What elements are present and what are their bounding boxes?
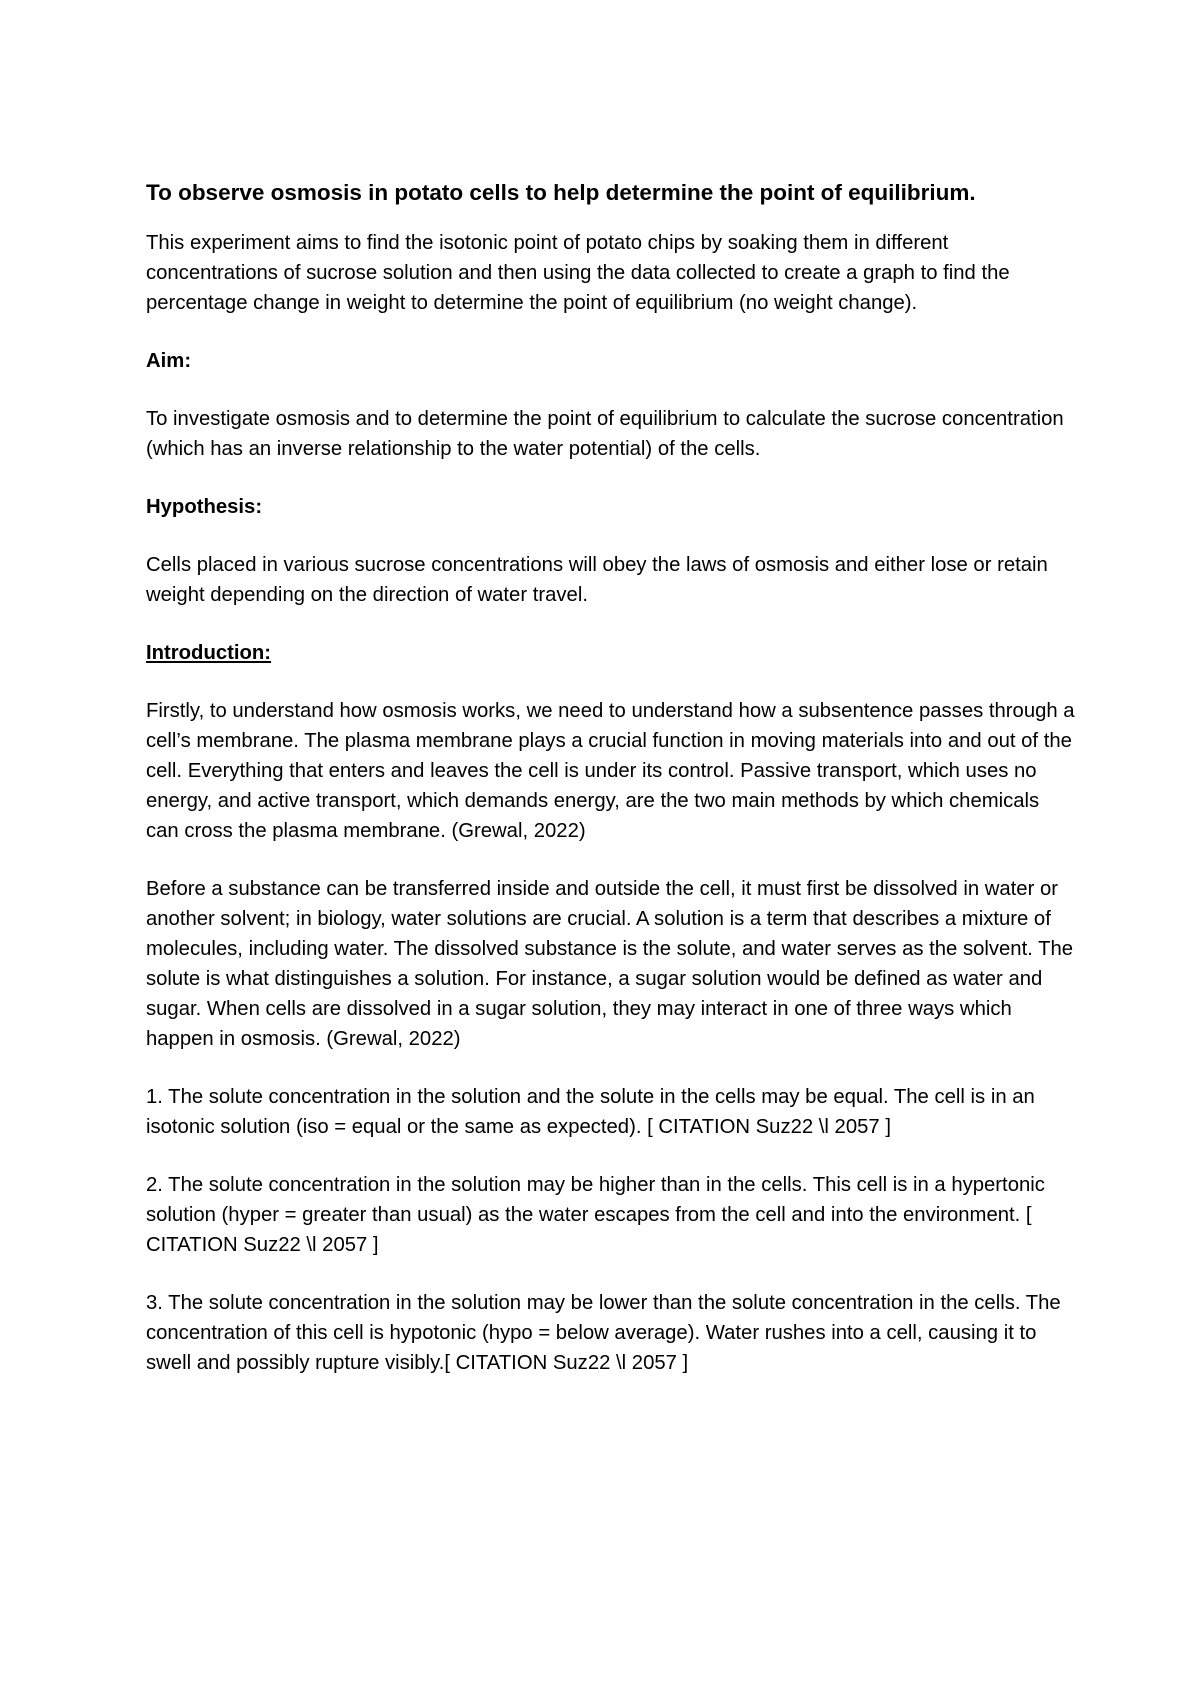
aim-heading: Aim:: [146, 350, 192, 372]
hypothesis-heading: Hypothesis:: [146, 496, 263, 518]
document-body: [146, 178, 1076, 1378]
list-item-isotonic: 1. The solute concentration in the solution and the solute in the cells may be equal. The cell is in an isotonic solution (iso = equal or the same as expected). [ CITATION Suz22 \l 2057 ]: [146, 1086, 1035, 1138]
list-item-hypertonic: 2. The solute concentration in the solution may be higher than in the cells. This cell is in a hypertonic solution (hyper = greater than usual) as the water escapes from the cell and into the environment. [ CITATION Suz22 \l 2057 ]: [146, 1174, 1045, 1256]
hypothesis-text: Cells placed in various sucrose concentrations will obey the laws of osmosis and either lose or retain weight depending on the direction of water travel.: [146, 554, 1048, 606]
intro-paragraph: This experiment aims to find the isotonic point of potato chips by soaking them in different concentrations of sucrose solution and then using the data collected to create a graph to find the percentage change in weight to determine the point of equilibrium (no weight change).: [146, 232, 1010, 314]
introduction-heading: Introduction:: [146, 642, 272, 664]
aim-text: To investigate osmosis and to determine the point of equilibrium to calculate the sucrose concentration (which has an inverse relationship to the water potential) of the cells.: [146, 408, 1064, 460]
document-title: To observe osmosis in potato cells to help determine the point of equilibrium.: [146, 180, 976, 205]
introduction-paragraph-2: Before a substance can be transferred inside and outside the cell, it must first be dissolved in water or another solvent; in biology, water solutions are crucial. A solution is a term that describes a mixture of molecules, including water. The dissolved substance is the solute, and water serves as the solvent. The solute is what distinguishes a solution. For instance, a sugar solution would be defined as water and sugar. When cells are dissolved in a sugar solution, they may interact in one of three ways which happen in osmosis. (Grewal, 2022): [146, 878, 1074, 1050]
list-item-hypotonic: 3. The solute concentration in the solution may be lower than the solute concentration in the cells. The concentration of this cell is hypotonic (hypo = below average). Water rushes into a cell, causing it to swell and possibly rupture visibly.[ CITATION Suz22 \l 2057 ]: [146, 1292, 1061, 1374]
introduction-paragraph-1: Firstly, to understand how osmosis works, we need to understand how a subsentence passes through a cell’s membrane. The plasma membrane plays a crucial function in moving materials into and out of the cell. Everything that enters and leaves the cell is under its control. Passive transport, which uses no energy, and active transport, which demands energy, are the two main methods by which chemicals can cross the plasma membrane. (Grewal, 2022): [146, 700, 1075, 842]
